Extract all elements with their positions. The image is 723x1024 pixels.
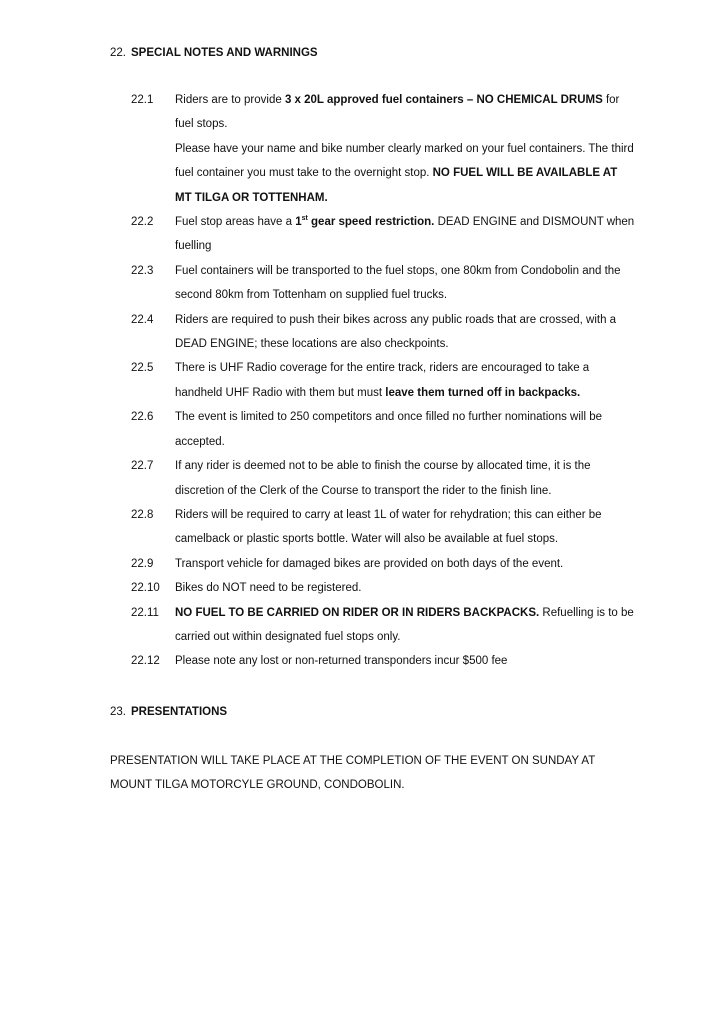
item-text: [175, 552, 637, 576]
item-number: 22.2: [131, 216, 154, 229]
item-number: 22.6: [131, 411, 154, 424]
item-text: [175, 503, 637, 552]
item-number: 22.3: [131, 264, 154, 277]
item-number: 22.11: [131, 606, 159, 619]
item-number: 22.7: [131, 460, 154, 473]
text-run: Please note any lost or non-returned transponders incur $500 fee: [175, 655, 508, 668]
text-run: Fuel containers will be transported to the fuel stops, one 80km from Condobolin and the second 80km from Tottenham on supplied fuel trucks.: [175, 264, 621, 302]
item-text: [175, 601, 637, 650]
item-text: [175, 576, 637, 600]
text-run: Riders will be required to carry at least 1L of water for rehydration; this can either be camelback or plastic sports bottle. Water will also be available at fuel stops.: [175, 508, 602, 546]
list-item: [0, 552, 723, 576]
item-text: [175, 454, 637, 503]
bold-text: gear speed restriction.: [307, 216, 435, 229]
text-run: If any rider is deemed not to be able to finish the course by allocated time, it is the discretion of the Clerk of the Course to transport the rider to the finish line.: [175, 460, 591, 497]
item-number: 22.8: [131, 508, 154, 521]
bold-text: 1: [295, 216, 302, 229]
item-number: 22.10: [131, 582, 160, 595]
item-text: [175, 356, 637, 405]
list-item: [0, 88, 723, 210]
item-text: [175, 405, 637, 454]
list-item: [0, 405, 723, 454]
item-text: [175, 308, 637, 357]
item-text: [175, 649, 637, 673]
section-22-number: 22.: [110, 47, 126, 59]
section-23-body: PRESENTATION WILL TAKE PLACE AT THE COMPLETION OF THE EVENT ON SUNDAY AT MOUNT TILGA MOTORCYLE GROUND, CONDOBOLIN.: [110, 755, 596, 792]
list-item: [0, 576, 723, 600]
list-item: [0, 503, 723, 552]
item-text: [175, 88, 637, 210]
text-run: There is UHF Radio coverage for the entire track, riders are encouraged to take a handheld UHF Radio with them but must: [175, 362, 590, 399]
text-run: Fuel stop areas have a: [175, 216, 296, 229]
item-text: [175, 259, 637, 308]
bold-text: 3 x 20L approved fuel containers – NO CHEMICAL DRUMS: [284, 94, 603, 106]
item-number: 22.9: [131, 557, 154, 570]
text-run: Bikes do NOT need to be registered.: [175, 582, 362, 595]
text-run: Riders are to provide: [175, 94, 285, 106]
section-23-number: 23.: [110, 706, 126, 718]
list-item: [0, 454, 723, 503]
text-run: Transport vehicle for damaged bikes are provided on both days of the event.: [175, 557, 564, 570]
list-item: [0, 308, 723, 357]
list-item: [0, 259, 723, 308]
bold-text: NO FUEL WILL BE AVAILABLE AT MT TILGA OR TOTTENHAM.: [175, 167, 618, 204]
list-item: [0, 601, 723, 650]
text-run: for fuel stops.: [175, 94, 620, 131]
item-number: 22.5: [131, 362, 154, 375]
section-22-heading: [110, 41, 318, 65]
bold-text: NO FUEL TO BE CARRIED ON RIDER OR IN RIDERS BACKPACKS.: [175, 606, 540, 619]
section-22-items: [0, 88, 723, 674]
text-run: Riders are required to push their bikes across any public roads that are crossed, with a DEAD ENGINE; these locations are also checkpoints.: [175, 313, 617, 351]
text-run: Please have your name and bike number clearly marked on your fuel containers. The third fuel container you must take to the overnight stop.: [175, 142, 634, 180]
list-item: [0, 210, 723, 259]
item-number: 22.12: [131, 655, 160, 668]
item-number: 22.1: [131, 94, 154, 106]
text-run: The event is limited to 250 competitors and once filled no further nominations will be accepted.: [175, 411, 603, 448]
section-23-title: PRESENTATIONS: [131, 706, 228, 718]
list-item: [0, 649, 723, 673]
bold-text: st: [301, 215, 308, 223]
item-text: [175, 210, 637, 259]
section-22-title: SPECIAL NOTES AND WARNINGS: [131, 47, 318, 59]
item-number: 22.4: [131, 313, 154, 326]
section-23-heading: [110, 700, 227, 724]
text-run: DEAD ENGINE and DISMOUNT when fuelling: [175, 216, 635, 253]
list-item: [0, 356, 723, 405]
bold-text: leave them turned off in backpacks.: [385, 386, 581, 399]
text-run: Refuelling is to be carried out within designated fuel stops only.: [175, 606, 634, 643]
